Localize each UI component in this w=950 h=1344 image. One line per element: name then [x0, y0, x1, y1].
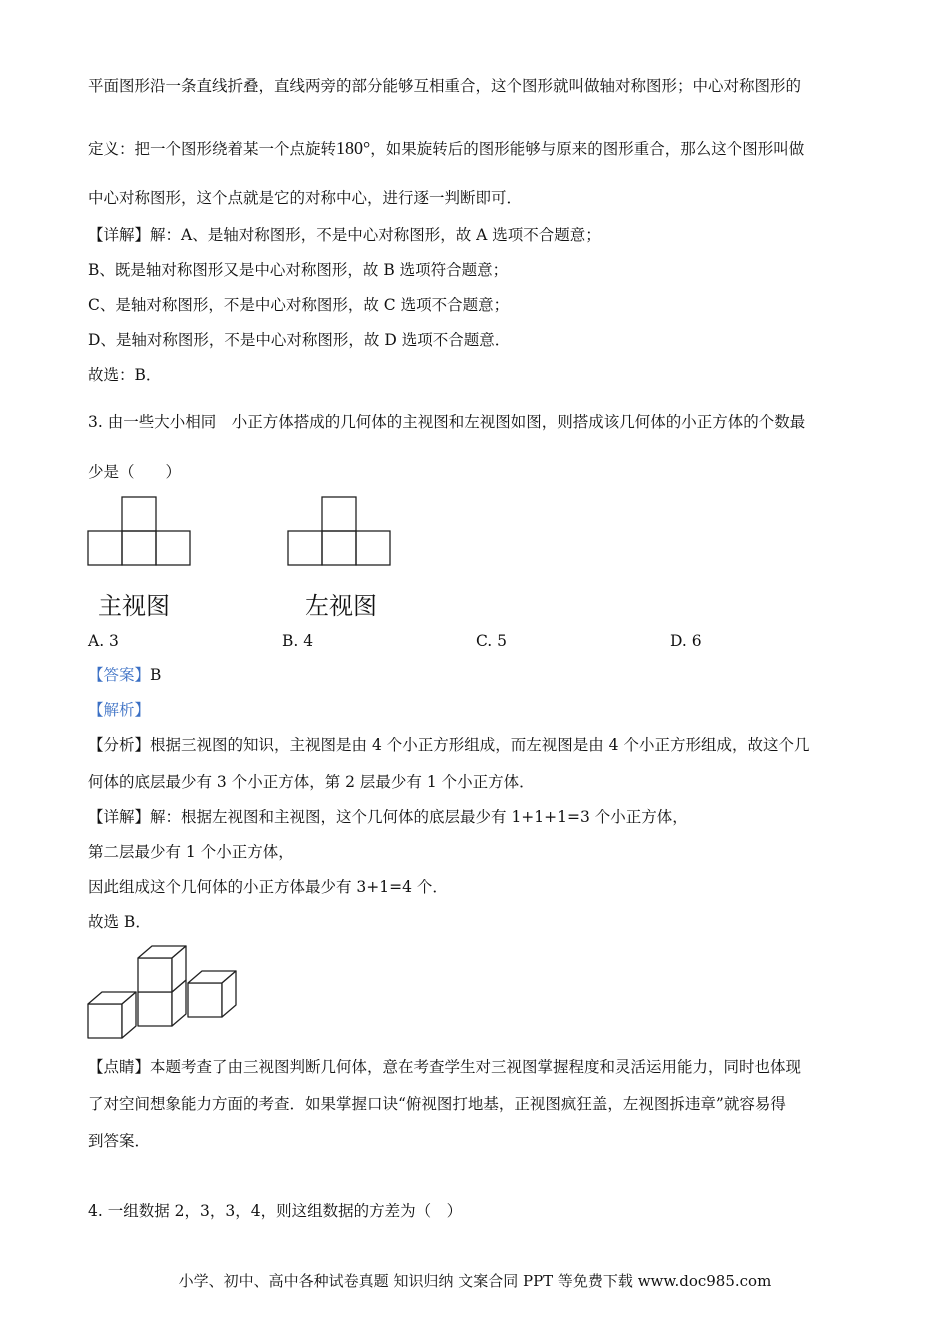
- comment-line: [88, 1057, 801, 1077]
- option-a: A. 3: [88, 632, 119, 650]
- front-view-caption: 主视图: [98, 592, 170, 620]
- text-line: 第二层最少有 1 个小正方体，: [88, 843, 294, 861]
- question-stem: 3. 由一些大小相同 小正方体搭成的几何体的主视图和左视图如图，则搭成该几何体的小正方体的个数最: [88, 413, 806, 431]
- option-c: C. 5: [476, 632, 508, 650]
- cube: [188, 971, 236, 1017]
- answer-line: [88, 665, 161, 685]
- detail-text: 解：根据左视图和主视图，这个几何体的底层最少有 1+1+1=3 个小正方体，: [150, 808, 688, 826]
- text-line: 何体的底层最少有 3 个小正方体，第 2 层最少有 1 个小正方体．: [88, 773, 535, 791]
- text-fragment: ，如果旋转后的图形能够与原来的图形重合，那么这个图形叫做: [370, 140, 805, 158]
- text-line: 到答案．: [88, 1132, 151, 1150]
- detail-tag: 【详解】: [88, 226, 151, 244]
- fenxi-text: 根据三视图的知识，主视图是由 4 个小正方形组成，而左视图是由 4 个小正方形组成，故这个几: [150, 736, 810, 754]
- square: [156, 531, 190, 565]
- choice-line: 故选 B．: [88, 913, 151, 931]
- square: [322, 497, 356, 531]
- detail-line: [88, 225, 601, 245]
- square: [122, 531, 156, 565]
- choice-line: 故选：B．: [88, 366, 162, 384]
- square: [88, 531, 122, 565]
- front-view-figure: [88, 496, 192, 566]
- question-stem: 4. 一组数据 2，3，3，4，则这组数据的方差为（ ）: [88, 1202, 463, 1220]
- text-line: 因此组成这个几何体的小正方体最少有 3+1=4 个．: [88, 878, 448, 896]
- text-line: 中心对称图形，这个点就是它的对称中心，进行逐一判断即可．: [88, 189, 523, 207]
- text-line: 平面图形沿一条直线折叠，直线两旁的部分能够互相重合，这个图形就叫做轴对称图形；中心对称图形的: [88, 77, 802, 95]
- comment-text: 本题考查了由三视图判断几何体，意在考查学生对三视图掌握程度和灵活运用能力，同时也体现: [150, 1058, 802, 1076]
- comment-tag: 【点睛】: [88, 1058, 151, 1076]
- left-view-figure: [288, 496, 392, 566]
- cube: [88, 992, 136, 1038]
- text-fragment: 定义：把一个图形绕着某一个点旋转: [88, 140, 337, 158]
- detail-text: 解：A、是轴对称图形，不是中心对称图形，故 A 选项不合题意；: [150, 226, 601, 244]
- cube-arrangement-figure: [88, 946, 243, 1041]
- square: [356, 531, 390, 565]
- detail-line: [88, 807, 688, 827]
- left-view-caption: 左视图: [305, 592, 377, 620]
- text-line: B、既是轴对称图形又是中心对称图形，故 B 选项符合题意；: [88, 261, 509, 279]
- text-line: C、是轴对称图形，不是中心对称图形，故 C 选项不合题意；: [88, 296, 510, 314]
- text-line: 了对空间想象能力方面的考查．如果掌握口诀“俯视图打地基，正视图疯狂盖，左视图拆违章”就容易得: [88, 1095, 786, 1113]
- analysis-tag: 【解析】: [88, 701, 151, 719]
- option-b: B. 4: [282, 632, 314, 650]
- question-stem: 少是（ ）: [88, 463, 182, 481]
- square: [322, 531, 356, 565]
- text-line: [88, 138, 804, 159]
- square: [122, 497, 156, 531]
- fenxi-line: [88, 735, 809, 755]
- answer-value: B: [150, 666, 162, 684]
- text-line: D、是轴对称图形，不是中心对称图形，故 D 选项不合题意．: [88, 331, 511, 349]
- cube: [138, 946, 186, 992]
- fenxi-tag: 【分析】: [88, 736, 151, 754]
- answer-tag: 【答案】: [88, 666, 151, 684]
- square: [288, 531, 322, 565]
- angle-value: 180°: [336, 138, 371, 158]
- detail-tag: 【详解】: [88, 808, 151, 826]
- page-footer: 小学、初中、高中各种试卷真题 知识归纳 文案合同 PPT 等免费下载 www.doc985.com: [178, 1272, 772, 1290]
- option-d: D. 6: [670, 632, 702, 650]
